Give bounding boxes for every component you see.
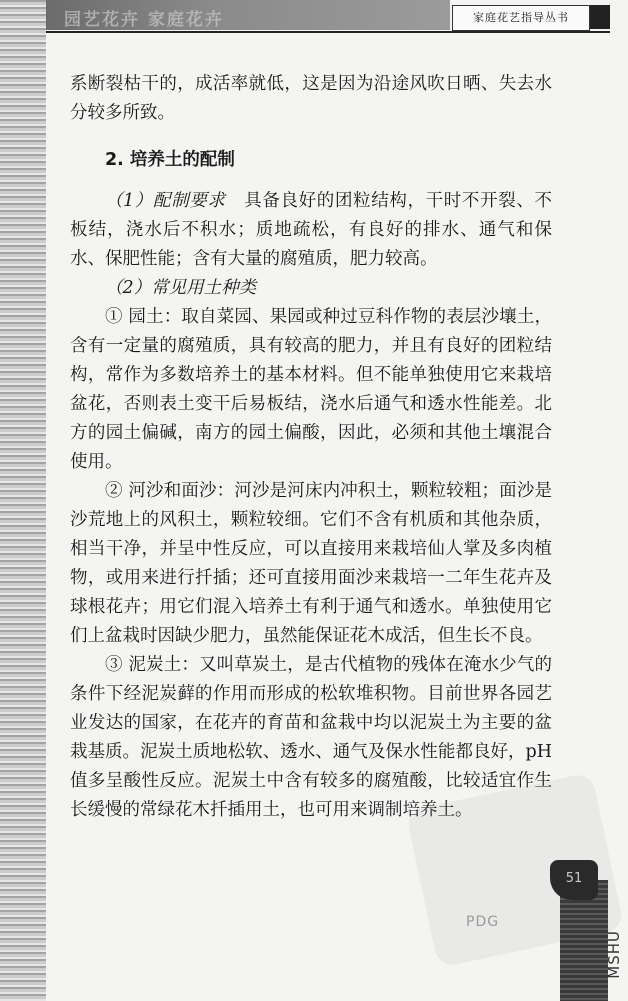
text-requirements: 具备良好的团粒结构，干时不开裂、不板结，浇水后不积水；质地疏松，有良好的排水、通气和保水、保肥性能；含有大量的腐殖质，肥力较高。	[70, 191, 552, 269]
series-title: 家庭花艺指导丛书	[452, 5, 590, 31]
item-river-sand: ② 河沙和面沙：河沙是河床内冲积土，颗粒较粗；面沙是沙荒地上的风积土，颗粒较细。它们不含有机质和其他杂质，相当干净，并呈中性反应，可以直接用来栽培仙人掌及多肉植物，或用来进行扦插；还可直接用面沙来栽培一二年生花卉及球根花卉；用它们混入培养土有利于通气和透水。单独使用它们上盆栽时因缺少肥力，虽然能保证花木成活，但生长不良。	[70, 481, 552, 646]
page-number: 51	[550, 860, 598, 900]
header-block	[590, 5, 610, 29]
item-peat-soil: ③ 泥炭土：又叫草炭土，是古代植物的残体在淹水少气的条件下经泥炭藓的作用而形成的松软堆积物。目前世界各园艺业发达的国家，在花卉的育苗和盆栽中均以泥炭土为主要的盆栽基质。泥炭土质地松软、透水、通气及保水性能都良好，pH 值多呈酸性反应。泥炭土中含有较多的腐殖酸，比较适宜作生长缓慢的常绿花木扦插用土，也可用来调制培养土。	[70, 655, 552, 820]
watermark-text: PDG	[466, 914, 500, 930]
side-watermark: MSHU	[605, 930, 623, 979]
item-garden-soil: ① 园土：取自菜园、果园或种过豆科作物的表层沙壤土，含有一定量的腐殖质，具有较高的肥力，并且有良好的团粒结构，常作为多数培养土的基本材料。但不能单独使用它来栽培盆花，否则表土变干后易板结，浇水后通气和透水性能差。北方的园土偏碱，南方的园土偏酸，因此，必须和其他土壤混合使用。	[70, 307, 552, 472]
label-requirements: （1）配制要求	[105, 191, 226, 211]
paragraph-requirements	[70, 187, 552, 274]
section-heading: 2. 培养土的配制	[105, 150, 235, 170]
scan-edge-left	[0, 0, 46, 1001]
intro-paragraph: 系断裂枯干的，成活率就低，这是因为沿途风吹日晒、失去水分较多所致。	[70, 74, 552, 123]
header-left-text: 园艺花卉 家庭花卉	[64, 10, 224, 30]
header-rule	[46, 31, 610, 33]
label-soil-types: （2）常见用土种类	[105, 278, 257, 298]
page-body	[70, 70, 552, 825]
